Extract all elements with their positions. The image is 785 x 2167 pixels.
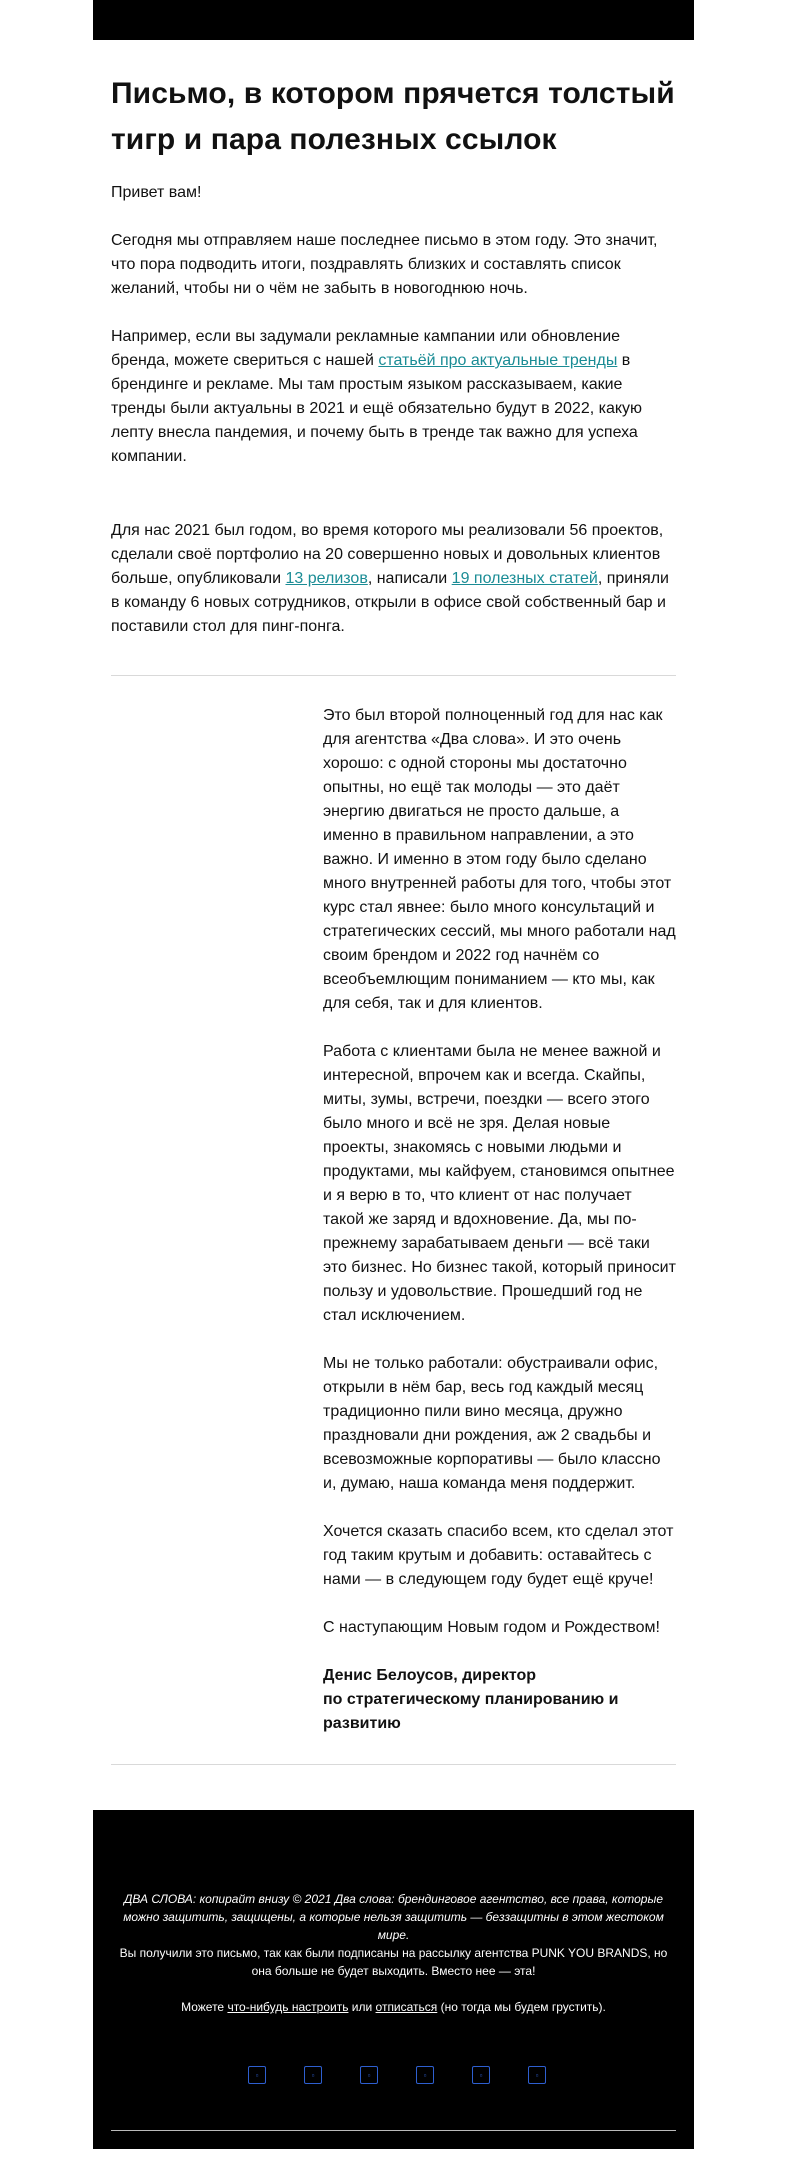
social-links bbox=[248, 2066, 546, 2084]
footer-subscription-note: Вы получили это письмо, так как были подписаны на рассылку агентства PUNK YOU BRANDS, но она больше не будет выходить. Вместо нее — эта! bbox=[119, 1946, 668, 1978]
letter-paragraph: Хочется сказать спасибо всем, кто сделал этот год таким крутым и добавить: оставайтесь с нами — в следующем году будет ещё круче! bbox=[323, 1523, 674, 1588]
releases-link[interactable]: 13 релизов bbox=[285, 570, 368, 587]
trends-article-link[interactable]: статьёй про актуальные тренды bbox=[378, 352, 618, 369]
social-icon[interactable]: ▫ bbox=[304, 2066, 322, 2084]
letter-paragraph: Мы не только работали: обустраивали офис, открыли в нём бар, весь год каждый месяц традиционно пили вино месяца, дружно праздновали дни рождения, аж 2 свадьбы и всевозможные корпоративы — было классно и, думаю, наша команда меня поддержит. bbox=[323, 1355, 661, 1492]
articles-link[interactable]: 19 полезных статей bbox=[451, 570, 598, 587]
results-paragraph: Для нас 2021 был годом, во время которого мы реализовали 56 проектов, сделали своё портфолио на 20 совершенно новых и довольных клиентов больше, опубликовали 13 релизов, написали 19 полезных статей, приняли в команду 6 новых сотрудников, открыли в офисе свой собственный бар и поставили стол для пинг-понга. bbox=[111, 522, 669, 635]
header-bar bbox=[93, 0, 694, 40]
footer-divider bbox=[111, 2130, 676, 2131]
email-container bbox=[93, 0, 694, 1765]
letter-greeting: С наступающим Новым годом и Рождеством! bbox=[323, 1619, 660, 1636]
director-letter bbox=[323, 704, 676, 1736]
trends-paragraph: Например, если вы задумали рекламные кампании или обновление бренда, можете свериться с нашей статьёй про актуальные тренды в брендинге и рекламе. Мы там простым языком рассказываем, какие тренды были актуальны в 2021 и ещё обязательно будут в 2022, какую лепту внесла пандемия, и почему быть в тренде так важно для успеха компании. bbox=[111, 328, 643, 465]
letter-paragraph: Работа с клиентами была не менее важной и интересной, впрочем как и всегда. Скайпы, миты, зумы, встречи, поездки — всего этого было много и всё не зря. Делая новые проекты, знакомясь с новыми людьми и продуктами, мы кайфуем, становимся опытнее и я верю в то, что клиент от нас получает такой же заряд и вдохновение. Да, мы по-прежнему зарабатываем деньги — всё таки это бизнес. Но бизнес такой, который приносит пользу и удовольствие. Прошедший год не стал исключением. bbox=[323, 1043, 676, 1324]
letter-paragraph: Это был второй полноценный год для нас как для агентства «Два слова». И это очень хорошо: с одной стороны мы достаточно опытны, но ещё так молоды — это даёт энергию двигаться не просто дальше, а именно в правильном направлении, а это важно. И именно в этом году было сделано много внутренней работы для того, чтобы этот курс стал явнее: было много консультаций и стратегических сессий, мы много работали над своим брендом и 2022 год начнём со всеобъемлющим пониманием — кто мы, как для себя, так и для клиентов. bbox=[323, 707, 676, 1012]
signature-name: Денис Белоусов, директор bbox=[323, 1667, 536, 1684]
social-icon[interactable]: ▫ bbox=[528, 2066, 546, 2084]
social-icon[interactable]: ▫ bbox=[416, 2066, 434, 2084]
email-body bbox=[93, 71, 694, 1765]
greeting: Привет вам! bbox=[111, 184, 202, 201]
footer bbox=[93, 1810, 694, 2149]
social-icon[interactable]: ▫ bbox=[248, 2066, 266, 2084]
footer-copyright: ДВА СЛОВА: копирайт внизу © 2021 Два слова: брендинговое агентство, все права, которые можно защитить, защищены, а которые нельзя защитить — беззащитны в этом жестоком мире. bbox=[123, 1892, 664, 1942]
divider bbox=[111, 675, 676, 676]
divider bbox=[111, 1764, 676, 1765]
footer-manage: Можете что-нибудь настроить или отписаться (но тогда мы будем грустить). bbox=[181, 2000, 606, 2014]
unsubscribe-link[interactable]: отписаться bbox=[375, 2000, 438, 2014]
intro-paragraph: Сегодня мы отправляем наше последнее письмо в этом году. Это значит, что пора подводить итоги, поздравлять близких и составлять список желаний, чтобы ни о чём не забыть в новогоднюю ночь. bbox=[111, 232, 658, 297]
signature-position: по стратегическому планированию и развитию bbox=[323, 1691, 619, 1732]
settings-link[interactable]: что-нибудь настроить bbox=[227, 2000, 349, 2014]
email-title: Письмо, в котором прячется толстый тигр и пара полезных ссылок bbox=[111, 77, 675, 156]
social-icon[interactable]: ▫ bbox=[472, 2066, 490, 2084]
signature bbox=[323, 1664, 676, 1736]
social-icon[interactable]: ▫ bbox=[360, 2066, 378, 2084]
